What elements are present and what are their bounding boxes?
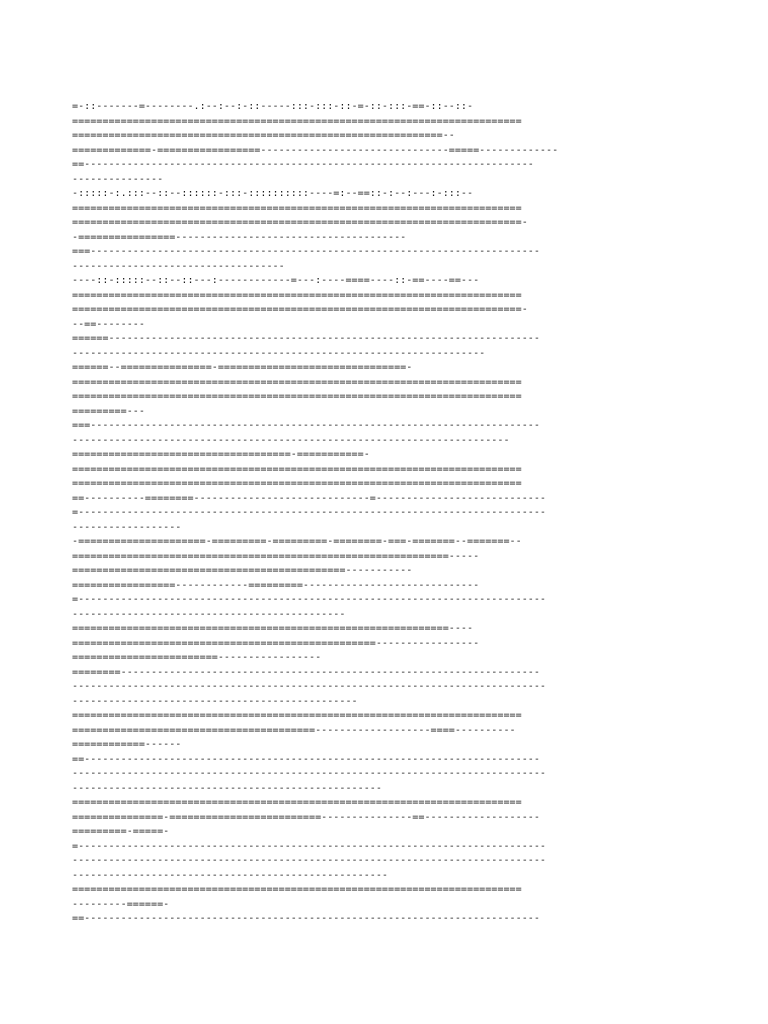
text-line: ===-------------------------------------------------------------------------- xyxy=(72,246,540,257)
text-line: ======--===============-===============================- xyxy=(72,362,413,373)
text-line: =================------------=========----------------------------- xyxy=(72,579,480,591)
text-line: ========================----------------- xyxy=(72,652,322,663)
text-line: --------------- xyxy=(72,173,164,185)
text-line: ----------------------------------- xyxy=(72,260,285,272)
text-line: ==--------------------------------------------------------------------------- xyxy=(72,753,540,765)
text-line: =============-=================-------------------------------=====------------- xyxy=(72,144,559,156)
text-line: ==============================================================---- xyxy=(72,623,474,634)
text-line: ==================================================----------------- xyxy=(72,637,480,649)
text-line: ======----------------------------------------------------------------------- xyxy=(72,333,540,344)
text-line: ------------------------------------------------------------------------------ xyxy=(72,768,547,779)
text-line: ========================================================================== xyxy=(72,289,522,301)
text-line: -=====================-=========-=========-========-===-=======--=======-- xyxy=(72,536,522,547)
text-line: ========--------------------------------------------------------------------- xyxy=(72,666,540,678)
text-line: --------------------------------------------- xyxy=(72,608,346,620)
text-line: =-::-------=--------.:--:--:-::-----:::-:::-::-=-::-:::-==-::--::- xyxy=(72,101,474,112)
text-line: ==========================================================================- xyxy=(72,304,528,315)
text-line: ========================================================================== xyxy=(72,884,522,895)
text-line: ===-------------------------------------------------------------------------- xyxy=(72,420,540,431)
text-line: --------------------------------------------------- xyxy=(72,782,382,794)
text-line: ============------ xyxy=(72,739,182,750)
text-line: =============================================----------- xyxy=(72,565,413,576)
text-line: ========================================================================== xyxy=(72,376,522,388)
text-line: =----------------------------------------------------------------------------- xyxy=(72,507,547,518)
text-line: ===============-=========================---------------==------------------- xyxy=(72,811,540,823)
text-line: ----------------------------------------------- xyxy=(72,695,358,707)
text-line: ------------------ xyxy=(72,521,182,533)
text-line: ------------------------------------------------------------------------------ xyxy=(72,855,547,866)
text-line: ========================================================================== xyxy=(72,797,522,808)
text-line: =========-=====- xyxy=(72,826,170,837)
text-line: ------------------------------------------------------------------------ xyxy=(72,434,510,446)
text-line: -------------------------------------------------------------------- xyxy=(72,347,486,359)
text-line: ========================================================================== xyxy=(72,478,522,489)
text-line: ---------======- xyxy=(72,898,170,910)
text-line: =========--- xyxy=(72,405,145,417)
text-line: -================-------------------------------------- xyxy=(72,231,407,243)
text-line: ----::-:::::--::--::---:------------=---:----====----::-==----==--- xyxy=(72,275,480,286)
text-line: =----------------------------------------------------------------------------- xyxy=(72,594,547,605)
text-line: =============================================================-- xyxy=(72,130,455,141)
text-line: ========================================================================== xyxy=(72,710,522,721)
text-line: ==----------========-----------------------------=---------------------------- xyxy=(72,492,547,504)
text-line: ---------------------------------------------------- xyxy=(72,869,389,881)
text-line: ------------------------------------------------------------------------------ xyxy=(72,681,547,692)
text-line: --==-------- xyxy=(72,318,145,330)
text-line: ==--------------------------------------------------------------------------- xyxy=(72,913,540,924)
text-line: ========================================================================== xyxy=(72,202,522,214)
text-line: ========================================-------------------====---------- xyxy=(72,724,516,736)
text-line: ==========================================================================- xyxy=(72,217,528,228)
text-line: =----------------------------------------------------------------------------- xyxy=(72,840,547,852)
text-line: ==============================================================----- xyxy=(72,550,480,562)
text-line: ========================================================================== xyxy=(72,391,522,402)
text-line: ====================================-===========- xyxy=(72,449,370,460)
document-page xyxy=(72,100,696,927)
text-line: -:::::-:.:::--::--::::::-:::-::::::::::----=:--==::-:--:---:-:::-- xyxy=(72,188,474,199)
text-line: ========================================================================== xyxy=(72,463,522,475)
text-line: ========================================================================== xyxy=(72,115,522,127)
text-line: ==-------------------------------------------------------------------------- xyxy=(72,159,534,170)
